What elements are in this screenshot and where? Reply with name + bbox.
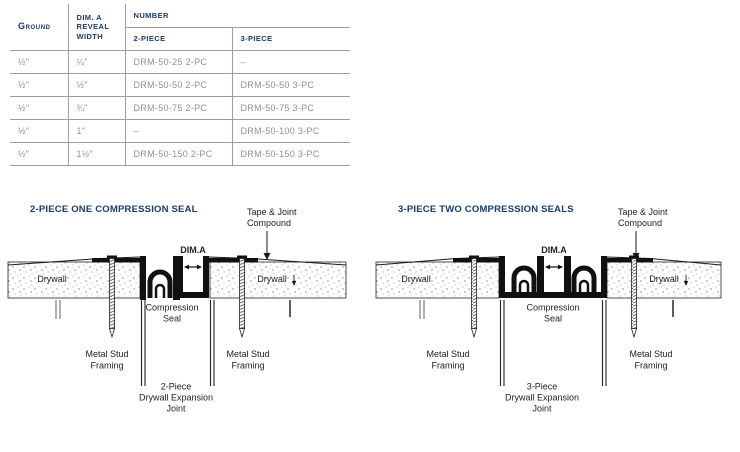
metal-stud-framing-label: Framing [231, 360, 265, 371]
cell-ground: ½" [10, 119, 68, 142]
metal-stud-framing-label: Metal Stud [426, 349, 470, 359]
dim-a-line: REVEAL [76, 22, 110, 31]
compression-seal-label: Compression [145, 302, 199, 313]
cell-ground: ½" [10, 73, 68, 96]
metal-stud-framing-label: Framing [431, 360, 465, 371]
metal-stud-framing-label: Metal Stud [226, 349, 270, 359]
drywall-label: Drywall [401, 274, 431, 284]
dim-a-arrow [545, 265, 563, 270]
metal-stud-framing-label: Metal Stud [629, 349, 673, 359]
header-row-1 [10, 4, 350, 27]
metal-stud-lines [603, 300, 607, 386]
joint-name-label: Joint [166, 403, 186, 414]
compression-seal-arch-inner [520, 281, 528, 292]
diagram-title: 2-PIECE ONE COMPRESSION SEAL [30, 204, 198, 215]
product-number-table [10, 4, 350, 166]
cell-reveal-width: ¼" [68, 50, 125, 73]
table-row [10, 50, 350, 73]
joint-name-label: Joint [532, 403, 552, 414]
dim-a-label: DIM.A [180, 245, 206, 255]
col-header-number: NUMBER [125, 4, 350, 27]
cell-2-piece-number: DRM-50-75 2-PC [125, 96, 232, 119]
compression-seal-arch-inner [580, 281, 588, 292]
cell-3-piece-number: – [232, 50, 350, 73]
cell-ground: ½" [10, 142, 68, 165]
table-row [10, 119, 350, 142]
tape-joint-label: Compound [618, 218, 663, 228]
compression-seal-label: Seal [543, 313, 563, 324]
diagram-title: 3-PIECE TWO COMPRESSION SEALS [398, 204, 574, 215]
down-arrow [264, 231, 271, 260]
track-bracket [420, 300, 424, 319]
drywall-label: Drywall [649, 274, 679, 284]
cell-3-piece-number: DRM-50-50 3-PC [232, 73, 350, 96]
cell-3-piece-number: DRM-50-100 3-PC [232, 119, 350, 142]
table-row [10, 73, 350, 96]
metal-stud-framing-label: Metal Stud [85, 349, 129, 359]
cell-2-piece-number: DRM-50-50 2-PC [125, 73, 232, 96]
cell-ground: ½" [10, 50, 68, 73]
dim-a-label: DIM.A [541, 245, 567, 255]
cell-2-piece-number: DRM-50-25 2-PC [125, 50, 232, 73]
diagram-2-piece-expansion-joint [0, 198, 365, 443]
compression-seal-arch-inner [156, 285, 164, 298]
dim-a-arrow [184, 265, 202, 270]
ground-header-label: Ground [18, 21, 51, 31]
cell-2-piece-number: DRM-50-150 2-PC [125, 142, 232, 165]
diagram-3-piece-expansion-joint [368, 198, 740, 443]
drywall-label: Drywall [37, 274, 67, 284]
cell-ground: ½" [10, 96, 68, 119]
dim-a-line: WIDTH [76, 31, 104, 41]
cell-reveal-width: 1" [68, 119, 125, 142]
expansion-joint-profile [499, 256, 607, 298]
col-header-2-piece: 2-PIECE [125, 27, 232, 50]
cell-2-piece-number: – [125, 119, 232, 142]
drywall-slab [8, 262, 140, 298]
cell-3-piece-number: DRM-50-75 3-PC [232, 96, 350, 119]
tape-joint-label: Tape & Joint [247, 207, 297, 217]
cell-reveal-width: ¾" [68, 96, 125, 119]
compression-seal-label: Seal [162, 313, 182, 324]
drywall-label: Drywall [257, 274, 287, 284]
col-header-3-piece: 3-PIECE [232, 27, 350, 50]
metal-stud-lines [142, 300, 146, 386]
col-header-dim-a-reveal-width [68, 4, 125, 50]
table-row [10, 142, 350, 165]
joint-name-label: 2-Piece [160, 381, 192, 392]
table-row [10, 96, 350, 119]
metal-stud-lines [211, 300, 215, 386]
metal-stud-framing-label: Framing [90, 360, 124, 371]
joint-name-label: Drywall Expansion [504, 392, 580, 403]
compression-seal-label: Compression [526, 302, 580, 313]
cell-3-piece-number: DRM-50-150 3-PC [232, 142, 350, 165]
drywall-slab [376, 262, 499, 298]
col-header-ground [10, 4, 68, 50]
joint-name-label: 3-Piece [526, 381, 558, 392]
tape-joint-label: Compound [247, 218, 292, 228]
joint-name-label: Drywall Expansion [138, 392, 214, 403]
metal-stud-lines [501, 300, 505, 386]
track-bracket [56, 300, 60, 319]
metal-stud-framing-label: Framing [634, 360, 668, 371]
tape-joint-label: Tape & Joint [618, 207, 668, 217]
dim-a-line: DIM. A [76, 12, 102, 22]
cell-reveal-width: 1½" [68, 142, 125, 165]
joint-flange [209, 258, 258, 263]
cell-reveal-width: ½" [68, 73, 125, 96]
expansion-joint-profile [140, 256, 209, 300]
